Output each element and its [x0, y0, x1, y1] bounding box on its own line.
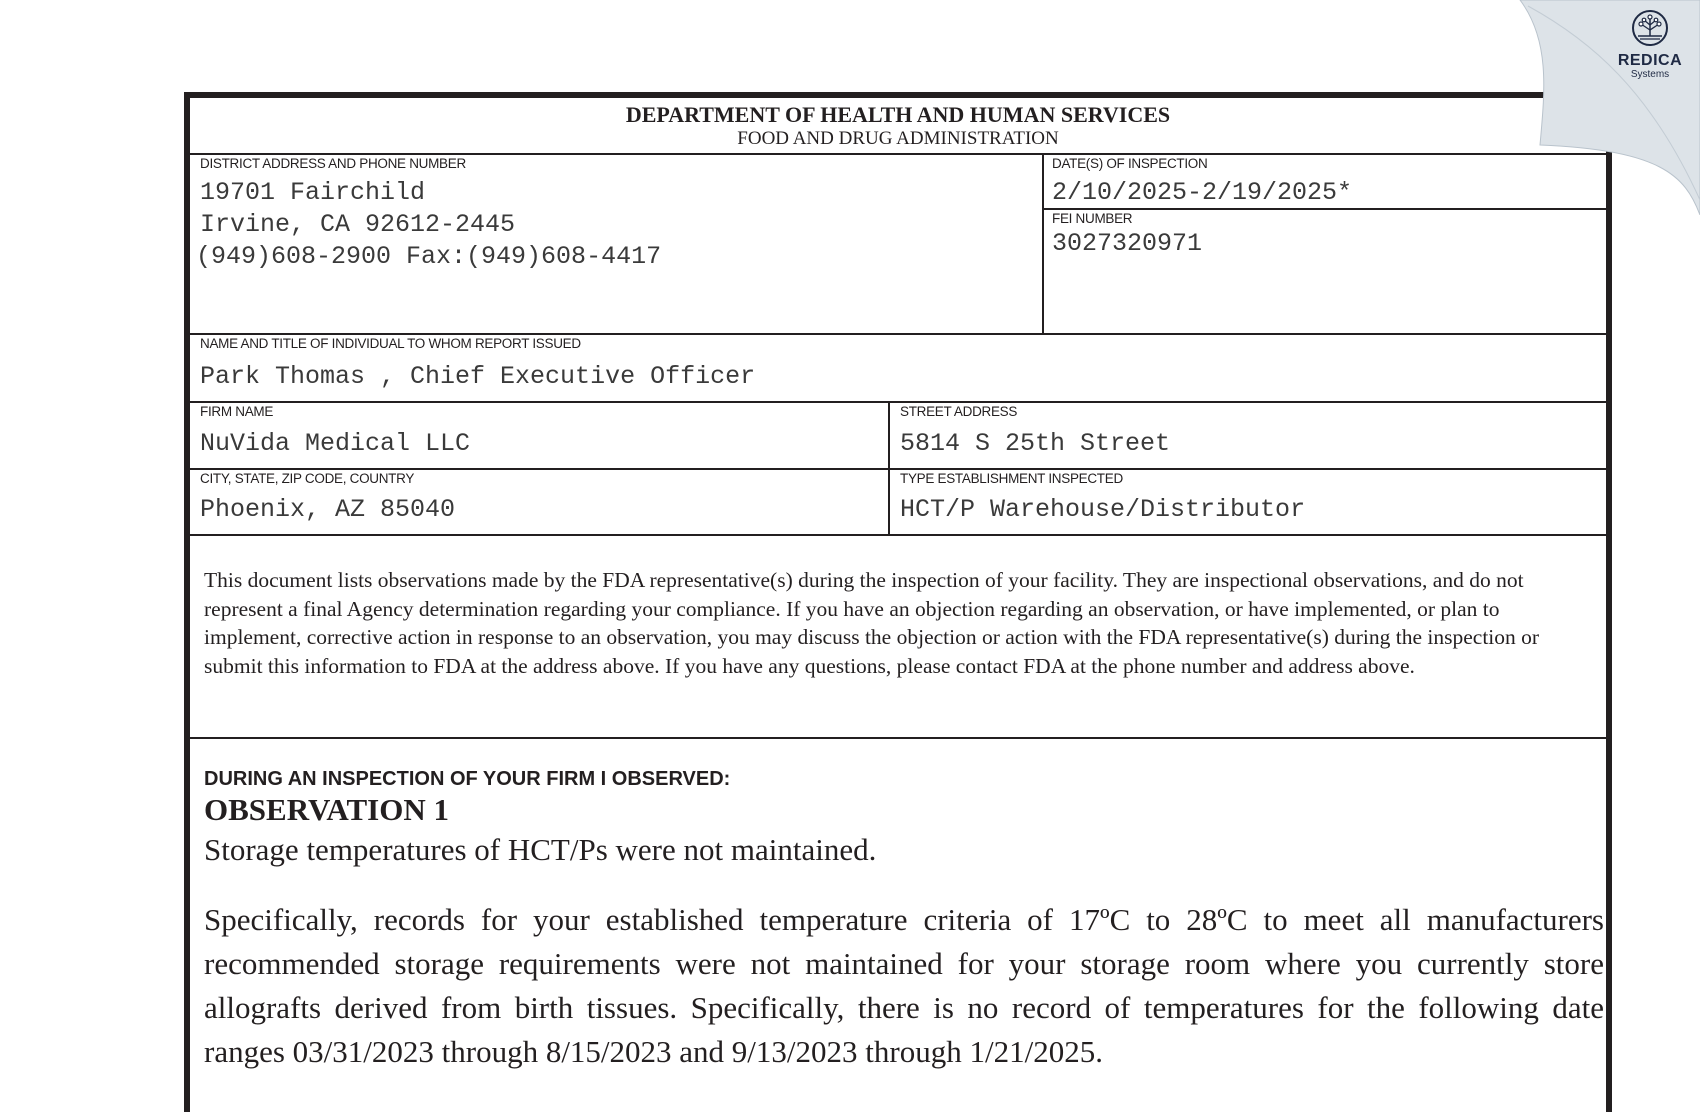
- observations-intro: DURING AN INSPECTION OF YOUR FIRM I OBSERVED:: [204, 768, 731, 790]
- divider: [190, 333, 1606, 335]
- firm-label: FIRM NAME: [200, 404, 274, 419]
- recipient-value: Park Thomas , Chief Executive Officer: [200, 362, 756, 391]
- establishment-type-label: TYPE ESTABLISHMENT INSPECTED: [900, 471, 1123, 486]
- fei-label: FEI NUMBER: [1052, 211, 1133, 226]
- recipient-label: NAME AND TITLE OF INDIVIDUAL TO WHOM REPORT ISSUED: [200, 336, 581, 351]
- observation-detail: Specifically, records for your established temperature criteria of 17ºC to 28ºC to meet all manufacturers recommended storage requirements were not maintained for your storage room where you currently store allografts derived from birth tissues. Specifically, there is no record of temperatures for the following date ranges 03/31/2023 through 8/15/2023 and 9/13/2023 through 1/21/2025.: [204, 902, 1604, 1069]
- district-label: DISTRICT ADDRESS AND PHONE NUMBER: [200, 156, 466, 171]
- watermark-page-curl: [1500, 0, 1700, 215]
- divider: [190, 468, 1606, 470]
- city-label: CITY, STATE, ZIP CODE, COUNTRY: [200, 471, 415, 486]
- department-title: DEPARTMENT OF HEALTH AND HUMAN SERVICES: [625, 102, 1171, 127]
- inspection-dates-value: 2/10/2025-2/19/2025*: [1052, 178, 1353, 207]
- divider: [1042, 153, 1044, 333]
- divider: [190, 534, 1606, 536]
- redica-logo: [1610, 8, 1690, 80]
- form-483-frame: [184, 92, 1612, 1112]
- divider: [190, 153, 1606, 155]
- inspection-dates-label: DATE(S) OF INSPECTION: [1052, 156, 1208, 171]
- disclaimer-text: This document lists observations made by the FDA representative(s) during the inspection of your facility. They are inspectional observations, and do not represent a final Agency determination regarding your compliance. If you have an objection regarding an observation, or have implemented, or plan to implement, corrective action in response to an observation, you may discuss the objection or action with the FDA representative(s) during the inspection or submit this information to FDA at the address above. If you have any questions, please contact FDA at the phone number and address above.: [204, 568, 1540, 679]
- brand-sub: Systems: [1630, 69, 1670, 80]
- divider: [190, 737, 1606, 739]
- establishment-type-value: HCT/P Warehouse/Distributor: [900, 495, 1306, 524]
- agency-title: FOOD AND DRUG ADMINISTRATION: [737, 128, 1059, 149]
- fei-value: 3027320971: [1052, 229, 1203, 258]
- observation-summary: Storage temperatures of HCT/Ps were not maintained.: [204, 832, 877, 867]
- district-phone: (949)608-2900 Fax:(949)608-4417: [196, 242, 662, 271]
- street-value: 5814 S 25th Street: [900, 429, 1171, 458]
- firm-value: NuVida Medical LLC: [200, 429, 471, 458]
- city-value: Phoenix, AZ 85040: [200, 495, 456, 524]
- tree-network-icon: [1630, 8, 1670, 48]
- district-line1: 19701 Fairchild: [200, 178, 426, 207]
- street-label: STREET ADDRESS: [900, 404, 1018, 419]
- brand-name: REDICA: [1617, 52, 1683, 69]
- observation-title: OBSERVATION 1: [204, 792, 449, 827]
- divider: [190, 401, 1606, 403]
- district-line2: Irvine, CA 92612-2445: [200, 210, 516, 239]
